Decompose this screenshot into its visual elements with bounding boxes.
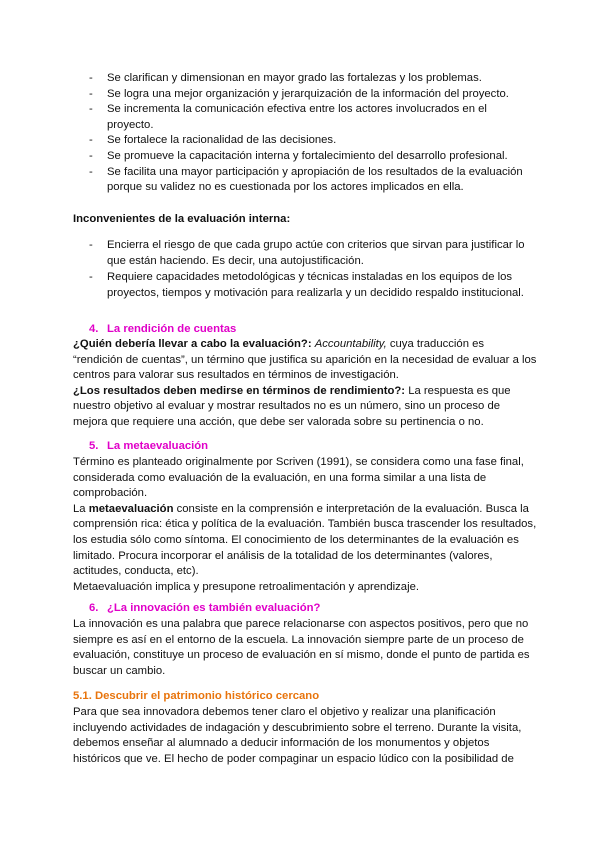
paragraph-line: históricos que ve. El hecho de poder compaginar un espacio lúdico con la posibilidad de [73,752,514,765]
paragraph-line: Para que sea innovadora debemos tener claro el objetivo y realizar una planificación [73,706,496,718]
term-bold: metaevaluación [88,502,174,515]
bullet-marker: - [89,165,93,178]
bullet-marker: - [89,271,93,284]
paragraph-line: comprensión rica: ética y política de la evaluación. También busca trascender los resultados, [73,518,537,531]
section-number: 4. [89,323,99,335]
section-title: La metaevaluación [107,440,209,452]
bullet-text: que están haciendo. Es decir, una autojustificación. [107,254,364,267]
bullet-marker: - [89,87,93,100]
bullet-text: Se fortalece la racionalidad de las decisiones. [107,134,337,147]
question-bold: ¿Quién debería llevar a cabo la evaluación?: [73,338,312,350]
paragraph-line: incluyendo actividades de indagación y descubrimiento sobre el terreno. Durante la visita, [73,721,522,734]
question-line [73,337,484,352]
text: cuya traducción es [386,338,485,350]
paragraph-line: buscar un cambio. [73,664,166,677]
bullet-marker: - [89,103,93,116]
paragraph-line: La innovación es una palabra que parece relacionarse con aspectos positivos, pero que no [73,618,529,630]
subsection-title: 5.1. Descubrir el patrimonio histórico cercano [73,690,320,702]
bullet-text: Se clarifican y dimensionan en mayor grado las fortalezas y los problemas. [107,72,482,84]
paragraph-line: siempre es así en el entorno de la escuela. La innovación siempre parte de un proceso de [73,633,524,646]
bullet-text: porque su validez no es cuestionada por los actores implicados en ella. [107,181,464,194]
bullet-text: proyectos, tiempos y motivación para realizarla y un decidido respaldo institucional. [107,286,524,299]
bullet-marker: - [89,150,93,162]
paragraph-line: Término es planteado originalmente por Scriven (1991), se considera como una fase final, [73,456,524,468]
section-number: 6. [89,602,99,614]
bullet-marker: - [89,134,93,147]
section-title: La rendición de cuentas [107,323,237,335]
text: consiste en la comprensión e interpretación de la evaluación. Busca la [173,502,529,515]
question-line [73,384,511,399]
bullet-text: Se incrementa la comunicación efectiva entre los actores involucrados en el [107,103,487,116]
text: La [73,502,89,515]
paragraph-line: Metaevaluación implica y presupone retroalimentación y aprendizaje. [73,580,420,593]
paragraph-line: los estudia sólo como síntoma. El conocimiento de los determinantes de la evaluación es [73,534,519,546]
bullet-marker: - [89,239,93,251]
paragraph-line: actitudes, conducta, etc). [73,565,199,578]
paragraph-line: centros para valorar sus resultados en términos de investigación. [73,369,399,382]
paragraph-line: nuestro objetivo al evaluar y mostrar resultados no es un número, sino un proceso de [73,400,501,413]
paragraph-line: mejora que requiere una acción, que debe ser valorada sobre su pertinencia o no. [73,416,484,428]
question-bold: ¿Los resultados deben medirse en términos de rendimiento?: [73,384,406,397]
paragraph-line [73,502,529,517]
bullet-text: Encierra el riesgo de que cada grupo actúe con criterios que sirvan para justificar lo [107,239,525,251]
bullet-text: Se promueve la capacitación interna y fortalecimiento del desarrollo profesional. [107,150,508,162]
section-number: 5. [89,440,99,452]
section-heading: Inconvenientes de la evaluación interna: [73,213,291,225]
bullet-text: proyecto. [107,118,154,131]
paragraph-line: comprobación. [73,487,148,500]
section-title: ¿La innovación es también evaluación? [107,602,321,614]
text: La respuesta es que [405,384,511,397]
bullet-marker: - [89,72,93,84]
paragraph-line: evaluación, constituye un proceso de evaluación en sí mismo, donde el punto de partida es [73,649,530,662]
paragraph-line: considerada como evaluación de la evaluación, en una forma similar a una lista de [73,471,487,484]
bullet-text: Requiere capacidades metodológicas y técnicas instaladas en los equipos de los [107,271,513,284]
paragraph-line: debemos enseñar al alumnado a deducir información de los monumentos y objetos [73,737,490,750]
bullet-text: Se logra una mejor organización y jerarquización de la información del proyecto. [107,87,509,100]
paragraph-line: “rendición de cuentas”, un término que justifica su aparición en la necesidad de evaluar a los [73,353,537,366]
paragraph-line: limitado. Procura incorporar el análisis de la totalidad de los determinantes (valores, [73,549,493,562]
bullet-text: Se facilita una mayor participación y apropiación de los resultados de la evaluación [107,165,523,178]
term-italic: Accountability, [314,338,387,350]
